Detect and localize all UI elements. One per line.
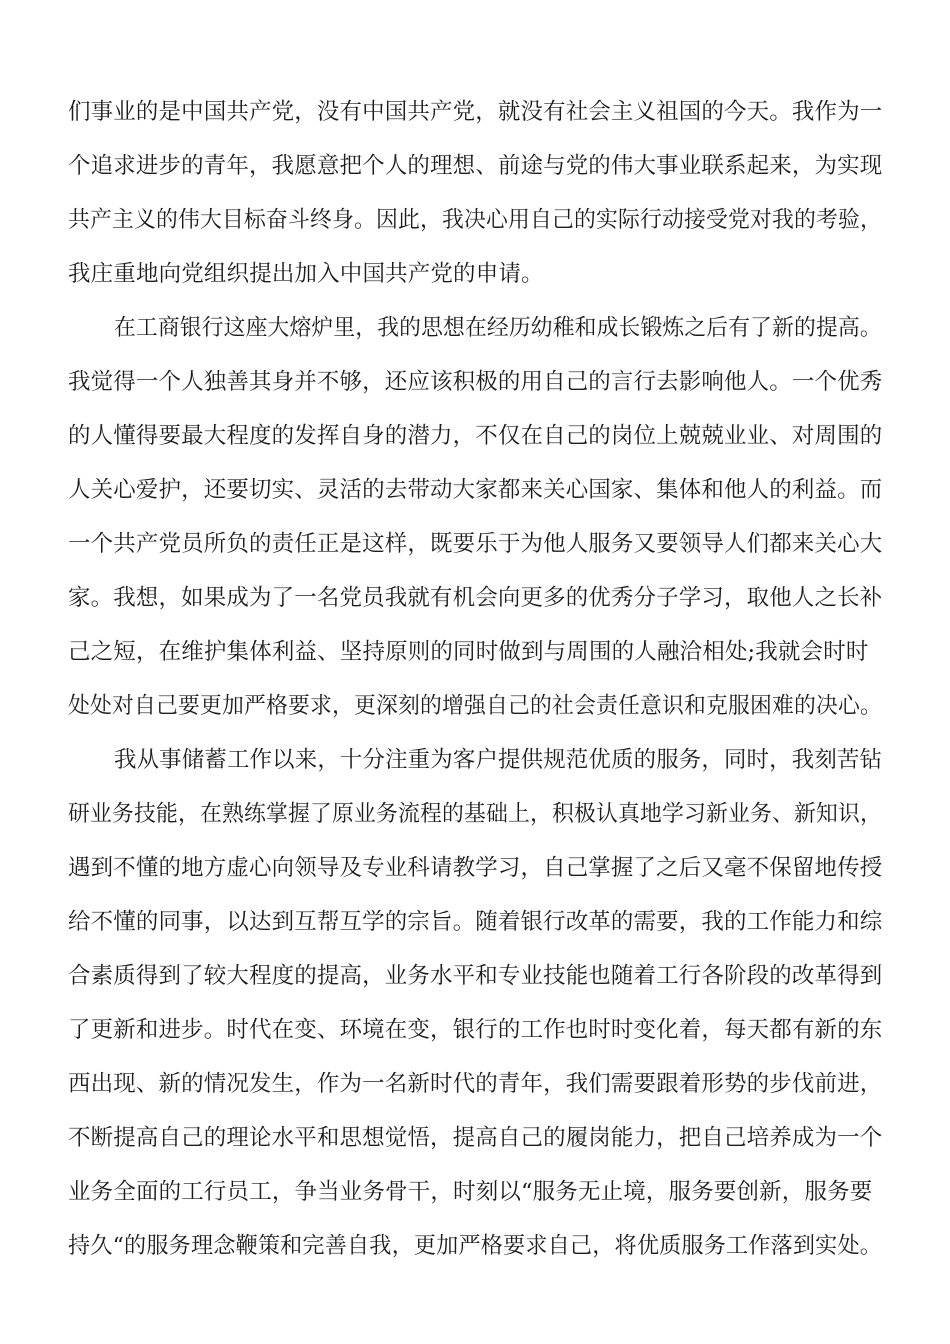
- text-line: 我庄重地向党组织提出加入中国共产党的申请。: [68, 261, 544, 287]
- text-line: 业务全面的工行员工，争当业务骨干，时刻以“服务无止境，服务要创新，服务要: [68, 1179, 873, 1205]
- text-line: 己之短，在维护集体利益、坚持原则的同时做到与周围的人融洽相处;我就会时时: [68, 639, 869, 665]
- text-line: 了更新和进步。时代在变、环境在变，银行的工作也时时变化着，每天都有新的东: [68, 1017, 883, 1043]
- paragraph-first-line: 我从事储蓄工作以来，十分注重为客户提供规范优质的服务，同时，我刻苦钻: [114, 747, 883, 773]
- text-line: 共产主义的伟大目标奋斗终身。因此，我决心用自己的实际行动接受党对我的考验，: [68, 207, 883, 233]
- text-line: 人关心爱护，还要切实、灵活的去带动大家都来关心国家、集体和他人的利益。而: [68, 477, 883, 503]
- text-line: 研业务技能，在熟练掌握了原业务流程的基础上，积极认真地学习新业务、新知识，: [68, 801, 883, 827]
- text-line: 的人懂得要最大程度的发挥自身的潜力，不仅在自己的岗位上兢兢业业、对周围的: [68, 423, 883, 449]
- text-line: 个追求进步的青年，我愿意把个人的理想、前途与党的伟大事业联系起来，为实现: [68, 153, 883, 179]
- text-line: 合素质得到了较大程度的提高，业务水平和专业技能也随着工行各阶段的改革得到: [68, 963, 883, 989]
- text-line: 家。我想，如果成为了一名党员我就有机会向更多的优秀分子学习，取他人之长补: [68, 585, 883, 611]
- text-line: 我觉得一个人独善其身并不够，还应该积极的用自己的言行去影响他人。一个优秀: [68, 369, 883, 395]
- text-line: 西出现、新的情况发生，作为一名新时代的青年，我们需要跟着形势的步伐前进，: [68, 1071, 883, 1097]
- text-line: 给不懂的同事，以达到互帮互学的宗旨。随着银行改革的需要，我的工作能力和综: [68, 909, 883, 935]
- text-line: 不断提高自己的理论水平和思想觉悟，提高自己的履岗能力，把自己培养成为一个: [68, 1125, 883, 1151]
- text-line: 一个共产党员所负的责任正是这样，既要乐于为他人服务又要领导人们都来关心大: [68, 531, 883, 557]
- text-line: 处处对自己要更加严格要求，更深刻的增强自己的社会责任意识和克服困难的决心。: [68, 693, 883, 719]
- paragraph-first-line: 在工商银行这座大熔炉里，我的思想在经历幼稚和成长锻炼之后有了新的提高。: [114, 315, 882, 341]
- text-line: 遇到不懂的地方虚心向领导及专业科请教学习，自己掌握了之后又毫不保留地传授: [68, 855, 883, 881]
- text-line: 持久“的服务理念鞭策和完善自我，更加严格要求自己，将优质服务工作落到实处。: [68, 1233, 883, 1259]
- text-line: 们事业的是中国共产党，没有中国共产党，就没有社会主义祖国的今天。我作为一: [68, 99, 883, 125]
